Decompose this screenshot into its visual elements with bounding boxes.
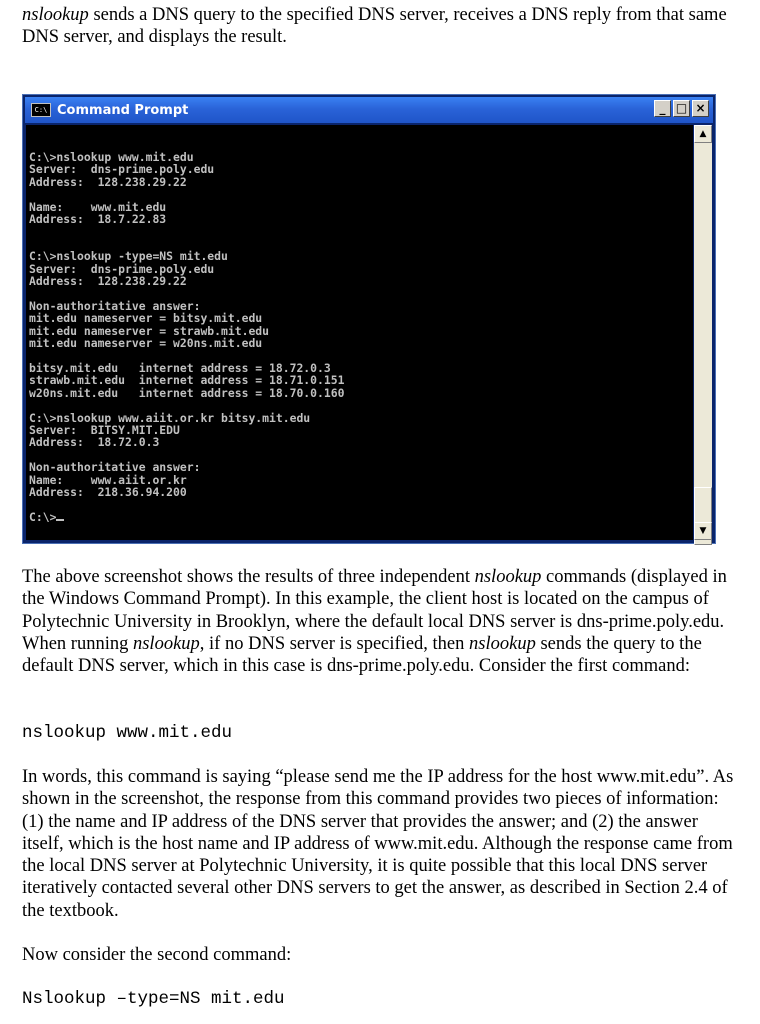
console-line: Non-authoritative answer: [29, 460, 201, 475]
console-line: Name: www.aiit.or.kr [29, 472, 187, 487]
second-command-intro: Now consider the second command: [22, 945, 292, 965]
console-line: bitsy.mit.edu internet address = 18.72.0.3 [29, 360, 331, 375]
console-line: mit.edu nameserver = strawb.mit.edu [29, 323, 270, 338]
console-output[interactable] [26, 125, 693, 540]
paragraph1-text-2: commands (displayed in the Windows Command Prompt). In this example, the client host is located on the campus of Polytechnic University in Brooklyn, where the default local DNS server is dns-prime.poly.edu. When running [22, 567, 727, 654]
intro-paragraph [22, 4, 742, 49]
console-line: Address: 18.7.22.83 [29, 212, 167, 227]
paragraph1-text-1: The above screenshot shows the results of three independent [22, 567, 475, 587]
console-text [26, 125, 693, 523]
command-explanation-paragraph: In words, this command is saying “please send me the IP address for the host www.mit.edu”. As shown in the screenshot, the response from this command provides two pieces of information: (1) the name and IP address of the DNS server that provides the answer; and (2) the answer itself, which is the host name and IP address of www.mit.edu. Although the response came from the local DNS server at Polytechnic University, it is quite possible that this local DNS server iteratively contacted several other DNS servers to get the answer, as described in Section 2.4 of the textbook. [22, 767, 734, 921]
console-cursor [56, 519, 64, 521]
console-line: mit.edu nameserver = bitsy.mit.edu [29, 311, 263, 326]
explanation-paragraph [22, 566, 742, 677]
console-line: Server: dns-prime.poly.edu [29, 261, 215, 276]
console-line: Server: BITSY.MIT.EDU [29, 422, 180, 437]
nslookup-term: nslookup [132, 633, 200, 654]
nslookup-term: nslookup [474, 567, 542, 587]
scroll-down-button[interactable]: ▼ [694, 522, 712, 540]
console-line: C:\>nslookup -type=NS mit.edu [29, 249, 228, 264]
console-line: Address: 128.238.29.22 [29, 174, 187, 189]
console-line: Name: www.mit.edu [29, 199, 167, 214]
code-second-command: Nslookup –type=NS mit.edu [22, 989, 285, 1009]
scroll-up-button[interactable]: ▲ [694, 125, 712, 143]
console-line: C:\>nslookup www.mit.edu [29, 150, 194, 164]
window-controls [654, 100, 709, 117]
console-line: w20ns.mit.edu internet address = 18.70.0.160 [29, 385, 345, 400]
console-line: Address: 18.72.0.3 [29, 435, 160, 450]
command-prompt-window [22, 94, 716, 544]
console-line: Address: 218.36.94.200 [29, 484, 187, 499]
intro-text: sends a DNS query to the specified DNS server, receives a DNS reply from that same DNS server, and displays the result. [22, 5, 727, 48]
console-line: mit.edu nameserver = w20ns.mit.edu [29, 336, 263, 351]
command-prompt-icon: C:\ [31, 103, 51, 117]
minimize-button[interactable]: _ [654, 100, 671, 117]
code-first-command: nslookup www.mit.edu [22, 723, 233, 743]
title-bar[interactable] [25, 97, 713, 123]
window-title: Command Prompt [57, 102, 189, 118]
paragraph1-text-4: sends the query to the default DNS server, which in this case is dns-prime.poly.edu. Consider the first command: [22, 633, 702, 677]
console-line: C:\>nslookup www.aiit.or.kr bitsy.mit.edu [29, 410, 311, 425]
close-button[interactable]: × [692, 100, 709, 117]
console-line: strawb.mit.edu internet address = 18.71.0.151 [29, 373, 345, 388]
intro-command-name: nslookup [22, 5, 89, 25]
console-line: Server: dns-prime.poly.edu [29, 162, 215, 177]
vertical-scrollbar[interactable] [694, 125, 712, 540]
console-line: Address: 128.238.29.22 [29, 274, 187, 289]
nslookup-term: nslookup [469, 633, 536, 654]
console-line: C:\> [29, 509, 57, 524]
paragraph1-text-3: , if no DNS server is specified, then [199, 633, 470, 654]
maximize-button[interactable]: □ [673, 100, 690, 117]
console-line: Non-authoritative answer: [29, 298, 201, 313]
